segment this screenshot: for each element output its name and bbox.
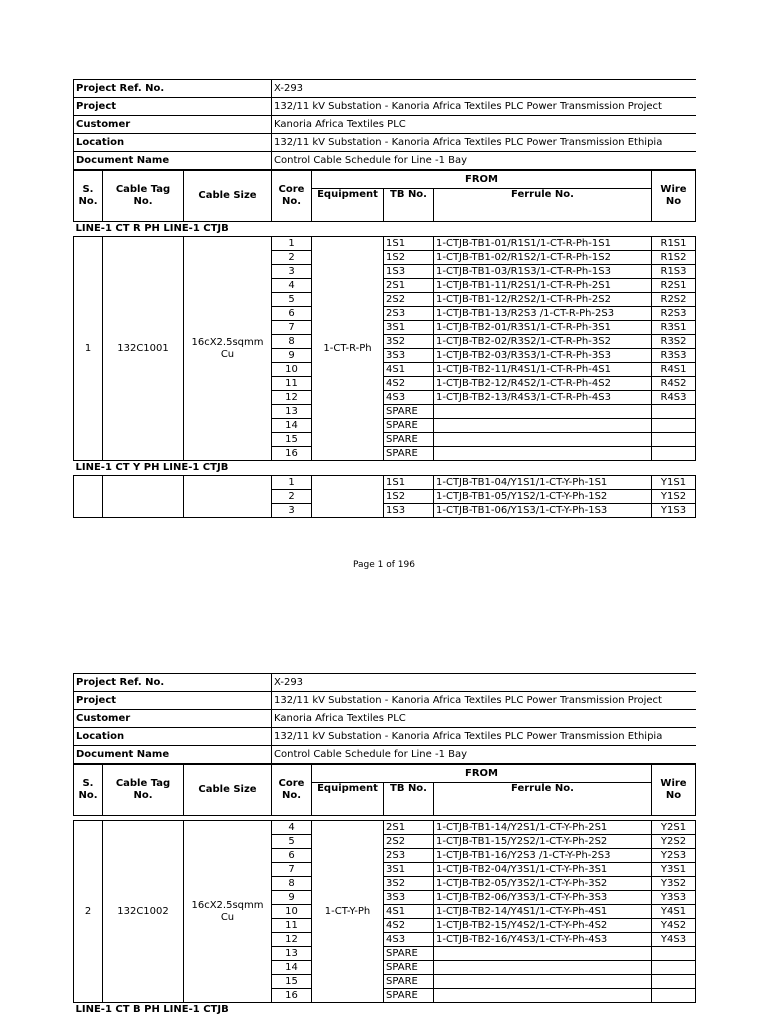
wire-number: R1S1	[652, 237, 696, 251]
ferrule-number	[434, 419, 652, 433]
project-label: Project	[74, 692, 272, 710]
wire-number: Y2S2	[652, 835, 696, 849]
location-label: Location	[74, 728, 272, 746]
core-number: 15	[272, 433, 312, 447]
wire-number: Y4S3	[652, 933, 696, 947]
ferrule-number	[434, 961, 652, 975]
core-number: 1	[272, 476, 312, 490]
core-number: 14	[272, 961, 312, 975]
core-number: 5	[272, 835, 312, 849]
document-name-label: Document Name	[74, 152, 272, 170]
wire-number: R1S3	[652, 265, 696, 279]
header-cable-size: Cable Size	[184, 171, 272, 222]
equipment	[312, 476, 384, 518]
ferrule-number: 1-CTJB-TB1-13/R2S3 /1-CT-R-Ph-2S3	[434, 307, 652, 321]
cable-schedule-table	[73, 170, 696, 518]
sheet-page-2	[73, 673, 695, 1017]
wire-number: R2S2	[652, 293, 696, 307]
ferrule-number	[434, 433, 652, 447]
core-number: 11	[272, 919, 312, 933]
core-number: 9	[272, 349, 312, 363]
wire-number	[652, 989, 696, 1003]
wire-number: R2S3	[652, 307, 696, 321]
core-number: 8	[272, 335, 312, 349]
project-info-table	[73, 673, 696, 764]
wire-number: R2S1	[652, 279, 696, 293]
tb-number: 2S1	[384, 279, 434, 293]
wire-number: Y2S3	[652, 849, 696, 863]
header-wire-no: Wire No	[652, 765, 696, 816]
table-row	[74, 821, 696, 835]
header-equipment: Equipment	[312, 783, 384, 816]
core-number: 7	[272, 321, 312, 335]
header-sno: S. No.	[74, 765, 103, 816]
core-number: 13	[272, 947, 312, 961]
section-title: LINE-1 CT Y PH LINE-1 CTJB	[75, 462, 229, 473]
core-number: 10	[272, 905, 312, 919]
ferrule-number: 1-CTJB-TB1-11/R2S1/1-CT-R-Ph-2S1	[434, 279, 652, 293]
ferrule-number: 1-CTJB-TB1-01/R1S1/1-CT-R-Ph-1S1	[434, 237, 652, 251]
core-number: 15	[272, 975, 312, 989]
ferrule-number: 1-CTJB-TB1-03/R1S3/1-CT-R-Ph-1S3	[434, 265, 652, 279]
core-number: 14	[272, 419, 312, 433]
ferrule-number: 1-CTJB-TB1-14/Y2S1/1-CT-Y-Ph-2S1	[434, 821, 652, 835]
core-number: 5	[272, 293, 312, 307]
core-number: 2	[272, 490, 312, 504]
wire-number: R4S1	[652, 363, 696, 377]
project-ref-label: Project Ref. No.	[74, 674, 272, 692]
core-number: 12	[272, 933, 312, 947]
header-cable-tag: Cable Tag No.	[103, 765, 184, 816]
core-number: 3	[272, 265, 312, 279]
equipment: 1-CT-R-Ph	[312, 237, 384, 461]
tb-number: SPARE	[384, 989, 434, 1003]
core-number: 7	[272, 863, 312, 877]
ferrule-number	[434, 405, 652, 419]
table-row	[74, 237, 696, 251]
ferrule-number: 1-CTJB-TB2-14/Y4S1/1-CT-Y-Ph-4S1	[434, 905, 652, 919]
wire-number	[652, 947, 696, 961]
tb-number: 4S3	[384, 933, 434, 947]
project-value: 132/11 kV Substation - Kanoria Africa Textiles PLC Power Transmission Project	[272, 98, 696, 116]
header-core-no: Core No.	[272, 171, 312, 222]
tb-number: 3S1	[384, 321, 434, 335]
tb-number: SPARE	[384, 405, 434, 419]
location-label: Location	[74, 134, 272, 152]
project-info-table	[73, 79, 696, 170]
ferrule-number: 1-CTJB-TB1-06/Y1S3/1-CT-Y-Ph-1S3	[434, 504, 652, 518]
wire-number	[652, 961, 696, 975]
tb-number: 4S3	[384, 391, 434, 405]
core-number: 11	[272, 377, 312, 391]
wire-number: Y1S3	[652, 504, 696, 518]
tb-number: SPARE	[384, 961, 434, 975]
header-tb-no: TB No.	[384, 783, 434, 816]
tb-number: SPARE	[384, 447, 434, 461]
tb-number: 4S2	[384, 377, 434, 391]
customer-label: Customer	[74, 710, 272, 728]
ferrule-number: 1-CTJB-TB2-01/R3S1/1-CT-R-Ph-3S1	[434, 321, 652, 335]
wire-number	[652, 405, 696, 419]
tb-number: 1S3	[384, 504, 434, 518]
wire-number: Y2S1	[652, 821, 696, 835]
tb-number: 3S3	[384, 349, 434, 363]
page-footer: Page 1 of 196	[353, 560, 415, 570]
sheet-page-1	[73, 79, 695, 518]
core-number: 4	[272, 279, 312, 293]
core-number: 6	[272, 849, 312, 863]
project-value: 132/11 kV Substation - Kanoria Africa Textiles PLC Power Transmission Project	[272, 692, 696, 710]
ferrule-number: 1-CTJB-TB2-05/Y3S2/1-CT-Y-Ph-3S2	[434, 877, 652, 891]
ferrule-number: 1-CTJB-TB2-02/R3S2/1-CT-R-Ph-3S2	[434, 335, 652, 349]
tb-number: SPARE	[384, 947, 434, 961]
core-number: 2	[272, 251, 312, 265]
ferrule-number: 1-CTJB-TB2-11/R4S1/1-CT-R-Ph-4S1	[434, 363, 652, 377]
ferrule-number: 1-CTJB-TB1-02/R1S2/1-CT-R-Ph-1S2	[434, 251, 652, 265]
header-tb-no: TB No.	[384, 189, 434, 222]
project-ref-value: X-293	[272, 674, 696, 692]
ferrule-number: 1-CTJB-TB2-12/R4S2/1-CT-R-Ph-4S2	[434, 377, 652, 391]
wire-number	[652, 447, 696, 461]
ferrule-number: 1-CTJB-TB2-13/R4S3/1-CT-R-Ph-4S3	[434, 391, 652, 405]
tb-number: 4S1	[384, 905, 434, 919]
customer-label: Customer	[74, 116, 272, 134]
project-label: Project	[74, 98, 272, 116]
core-number: 8	[272, 877, 312, 891]
tb-number: 4S1	[384, 363, 434, 377]
document-name-label: Document Name	[74, 746, 272, 764]
tb-number: SPARE	[384, 975, 434, 989]
wire-number	[652, 433, 696, 447]
header-from: FROM	[312, 765, 652, 783]
core-number: 3	[272, 504, 312, 518]
wire-number: R1S2	[652, 251, 696, 265]
tb-number: 3S2	[384, 877, 434, 891]
header-equipment: Equipment	[312, 189, 384, 222]
customer-value: Kanoria Africa Textiles PLC	[272, 710, 696, 728]
core-number: 16	[272, 989, 312, 1003]
cable-tag	[103, 476, 184, 518]
wire-number: R3S3	[652, 349, 696, 363]
ferrule-number	[434, 947, 652, 961]
location-value: 132/11 kV Substation - Kanoria Africa Textiles PLC Power Transmission Ethipia	[272, 728, 696, 746]
serial-number	[74, 476, 103, 518]
tb-number: 1S3	[384, 265, 434, 279]
tb-number: 2S2	[384, 835, 434, 849]
ferrule-number	[434, 447, 652, 461]
cable-tag: 132C1001	[103, 237, 184, 461]
wire-number: Y1S1	[652, 476, 696, 490]
wire-number: Y4S2	[652, 919, 696, 933]
header-cable-tag: Cable Tag No.	[103, 171, 184, 222]
ferrule-number: 1-CTJB-TB1-15/Y2S2/1-CT-Y-Ph-2S2	[434, 835, 652, 849]
wire-number: Y3S1	[652, 863, 696, 877]
ferrule-number: 1-CTJB-TB2-06/Y3S3/1-CT-Y-Ph-3S3	[434, 891, 652, 905]
customer-value: Kanoria Africa Textiles PLC	[272, 116, 696, 134]
wire-number: R4S2	[652, 377, 696, 391]
header-core-no: Core No.	[272, 765, 312, 816]
cable-schedule-table	[73, 764, 696, 1017]
wire-number: Y3S2	[652, 877, 696, 891]
wire-number	[652, 975, 696, 989]
cable-tag: 132C1002	[103, 821, 184, 1003]
tb-number: 2S3	[384, 849, 434, 863]
ferrule-number: 1-CTJB-TB2-03/R3S3/1-CT-R-Ph-3S3	[434, 349, 652, 363]
tb-number: 1S2	[384, 490, 434, 504]
ferrule-number: 1-CTJB-TB2-04/Y3S1/1-CT-Y-Ph-3S1	[434, 863, 652, 877]
serial-number: 2	[74, 821, 103, 1003]
project-ref-label: Project Ref. No.	[74, 80, 272, 98]
tb-number: 3S3	[384, 891, 434, 905]
header-wire-no: Wire No	[652, 171, 696, 222]
tb-number: 2S1	[384, 821, 434, 835]
header-cable-size: Cable Size	[184, 765, 272, 816]
ferrule-number	[434, 989, 652, 1003]
header-from: FROM	[312, 171, 652, 189]
tb-number: 3S2	[384, 335, 434, 349]
table-row	[74, 476, 696, 490]
ferrule-number: 1-CTJB-TB2-16/Y4S3/1-CT-Y-Ph-4S3	[434, 933, 652, 947]
tb-number: 3S1	[384, 863, 434, 877]
core-number: 6	[272, 307, 312, 321]
ferrule-number: 1-CTJB-TB2-15/Y4S2/1-CT-Y-Ph-4S2	[434, 919, 652, 933]
wire-number	[652, 419, 696, 433]
wire-number: R4S3	[652, 391, 696, 405]
project-ref-value: X-293	[272, 80, 696, 98]
tb-number: 4S2	[384, 919, 434, 933]
section-title: LINE-1 CT B PH LINE-1 CTJB	[75, 1004, 229, 1015]
core-number: 4	[272, 821, 312, 835]
wire-number: Y1S2	[652, 490, 696, 504]
wire-number: R3S1	[652, 321, 696, 335]
core-number: 9	[272, 891, 312, 905]
ferrule-number: 1-CTJB-TB1-16/Y2S3 /1-CT-Y-Ph-2S3	[434, 849, 652, 863]
core-number: 16	[272, 447, 312, 461]
location-value: 132/11 kV Substation - Kanoria Africa Textiles PLC Power Transmission Ethipia	[272, 134, 696, 152]
core-number: 13	[272, 405, 312, 419]
header-ferrule-no: Ferrule No.	[434, 189, 652, 222]
ferrule-number: 1-CTJB-TB1-05/Y1S2/1-CT-Y-Ph-1S2	[434, 490, 652, 504]
wire-number: Y3S3	[652, 891, 696, 905]
header-ferrule-no: Ferrule No.	[434, 783, 652, 816]
header-sno: S. No.	[74, 171, 103, 222]
core-number: 10	[272, 363, 312, 377]
tb-number: SPARE	[384, 433, 434, 447]
cable-size	[184, 476, 272, 518]
document-name-value: Control Cable Schedule for Line -1 Bay	[272, 152, 696, 170]
core-number: 1	[272, 237, 312, 251]
equipment: 1-CT-Y-Ph	[312, 821, 384, 1003]
document-name-value: Control Cable Schedule for Line -1 Bay	[272, 746, 696, 764]
tb-number: 2S3	[384, 307, 434, 321]
serial-number: 1	[74, 237, 103, 461]
tb-number: 1S2	[384, 251, 434, 265]
ferrule-number: 1-CTJB-TB1-04/Y1S1/1-CT-Y-Ph-1S1	[434, 476, 652, 490]
tb-number: 1S1	[384, 476, 434, 490]
cable-size: 16cX2.5sqmm Cu	[184, 237, 272, 461]
tb-number: 1S1	[384, 237, 434, 251]
cable-size: 16cX2.5sqmm Cu	[184, 821, 272, 1003]
section-title: LINE-1 CT R PH LINE-1 CTJB	[75, 223, 229, 234]
tb-number: SPARE	[384, 419, 434, 433]
wire-number: R3S2	[652, 335, 696, 349]
tb-number: 2S2	[384, 293, 434, 307]
ferrule-number	[434, 975, 652, 989]
core-number: 12	[272, 391, 312, 405]
ferrule-number: 1-CTJB-TB1-12/R2S2/1-CT-R-Ph-2S2	[434, 293, 652, 307]
wire-number: Y4S1	[652, 905, 696, 919]
